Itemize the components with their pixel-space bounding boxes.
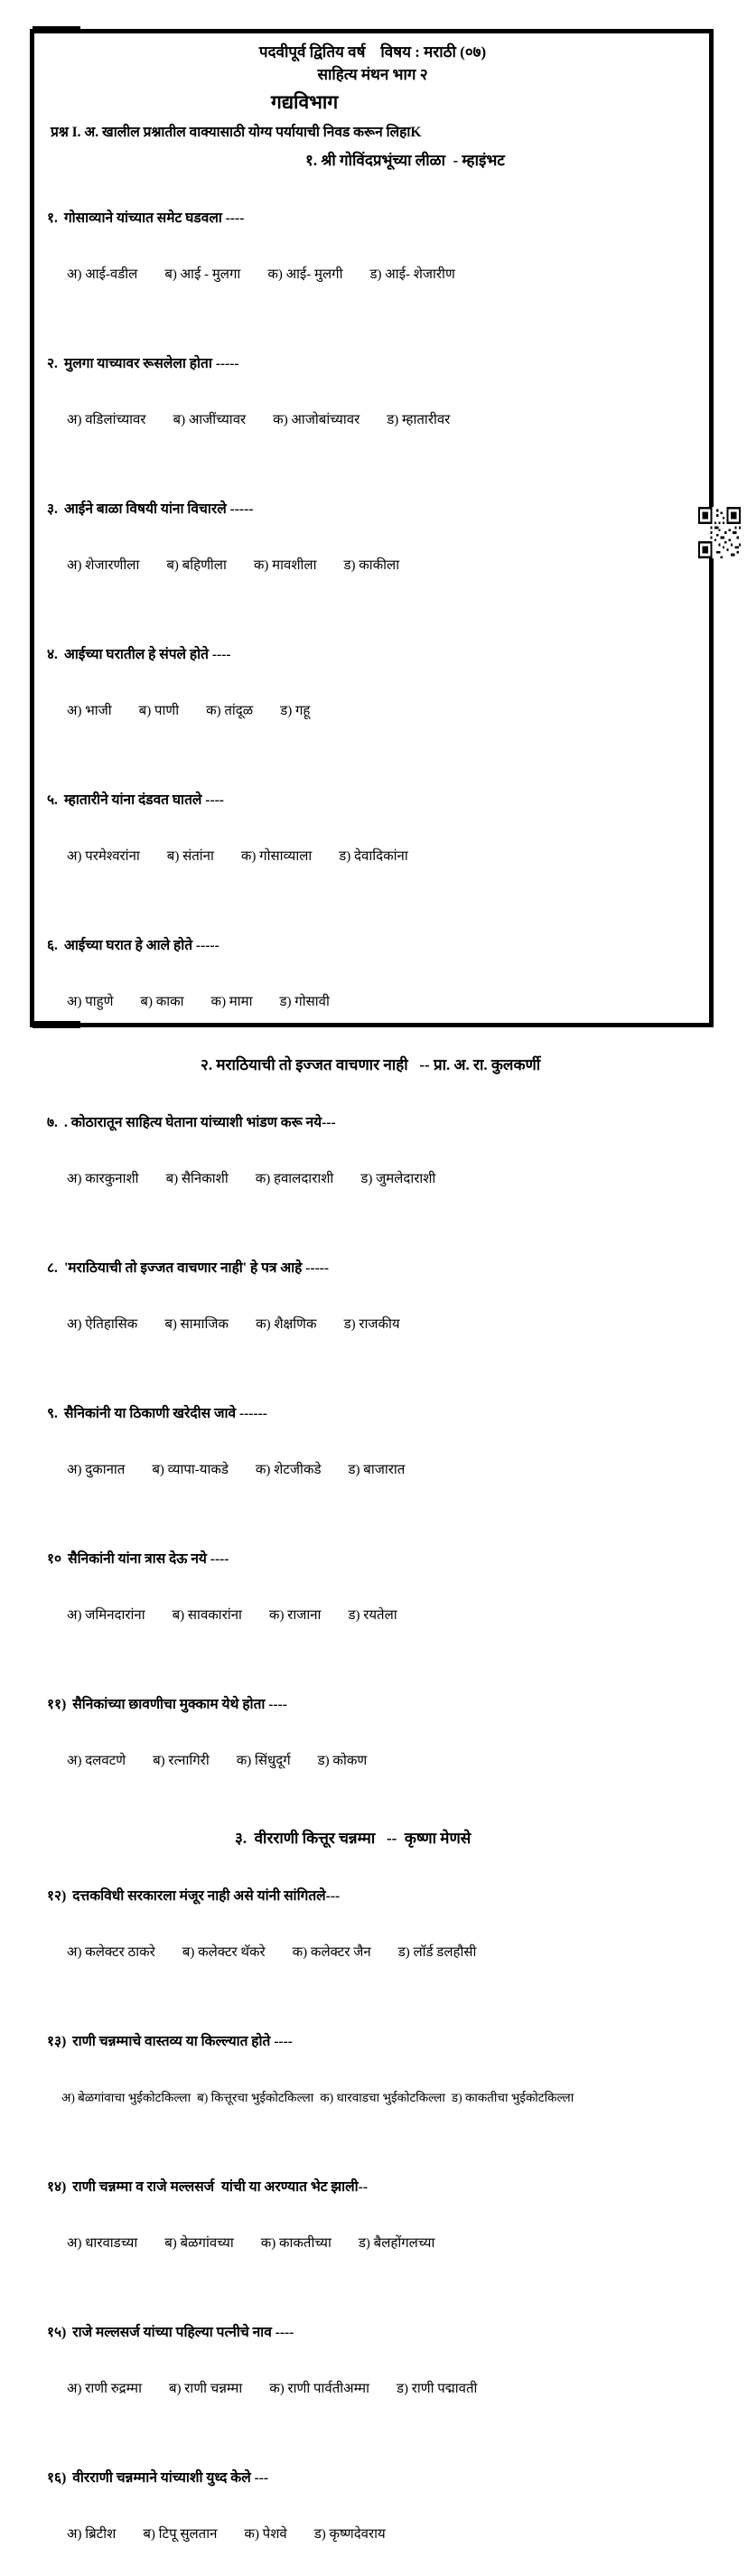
question-text: मुलगा याच्यावर रूसलेला होता ----- [63, 356, 239, 371]
question-text: म्हातारीने यांना दंडवत घातले ---- [63, 792, 224, 808]
question-text: 'मराठियाची तो इज्जत वाचणार नाही' हे पत्र आहे ----- [63, 1260, 330, 1276]
option-b: ब) टिपू सुलतान [143, 2527, 218, 2542]
question-text: राणी चन्नम्मा व राजे मल्लसर्ज यांची या अरण्यात भेट झाली-- [72, 2179, 368, 2195]
question-number: १४) [47, 2179, 67, 2195]
option-a: अ) शेजारणीला [67, 558, 140, 573]
question-item [45, 1221, 700, 1366]
option-b: ब) आजींच्यावर [173, 413, 247, 427]
options-row [67, 557, 700, 575]
question-item [45, 2140, 700, 2285]
question-line [47, 1888, 700, 1906]
question-number: ५. [47, 792, 58, 808]
question-line [47, 1550, 700, 1569]
question-item [45, 2431, 700, 2576]
option-b: ब) संतांना [166, 849, 214, 864]
option-b: ब) कित्तूरचा भुईकोटकिल्ला [197, 2091, 314, 2104]
option-c: क) हवालदाराशी [255, 1172, 334, 1186]
option-b: ब) सामाजिक [164, 1317, 229, 1332]
option-d: ड) आई- शेजारीण [369, 267, 455, 282]
document-content [34, 33, 709, 2576]
option-d: ड) गोसावी [279, 995, 330, 1009]
question-item [45, 171, 700, 316]
question-number: १२) [47, 1888, 67, 1904]
option-c: क) पेशवे [244, 2527, 287, 2542]
option-a: अ) धारवाडच्या [67, 2236, 138, 2251]
question-text: . कोठारातून साहित्य घेताना यांच्याशी भांडण करू नये--- [63, 1115, 336, 1130]
question-text: राणी चन्नम्माचे वास्तव्य या किल्ल्यात होते ---- [72, 2034, 293, 2049]
option-d: ड) जुमलेदाराशी [360, 1172, 436, 1186]
question-item [45, 898, 700, 1044]
options-row [67, 993, 700, 1011]
instruction-line: प्रश्न I. अ. खालील प्रश्नातील वाक्यासाठी योग्य पर्यायाची निवड करून लिहाK [51, 125, 422, 140]
option-a: अ) कारकुनाशी [67, 1172, 139, 1186]
page-border-frame [30, 29, 714, 2542]
question-number: ४. [47, 647, 58, 662]
options-row [67, 1170, 700, 1188]
option-a: अ) बेळगांवाचा भुईकोटकिल्ला [61, 2091, 191, 2104]
option-c: क) शेटजीकडे [255, 1463, 322, 1477]
border-mark-bottom-left [33, 1021, 80, 1028]
question-number: ७. [47, 1115, 58, 1130]
options-row [67, 1752, 700, 1770]
option-c: क) काकतीच्या [260, 2236, 331, 2251]
option-a: अ) ऐतिहासिक [67, 1317, 138, 1332]
question-item [45, 1657, 700, 1803]
question-line [47, 2469, 700, 2487]
option-b: ब) बहिणीला [166, 558, 227, 573]
question-line [47, 2033, 700, 2051]
option-c: क) राजाना [268, 1608, 322, 1623]
options-row [61, 2089, 700, 2107]
option-a: अ) दलवटणे [67, 1754, 126, 1768]
question-text: गोसाव्याने यांच्यात समेट घडवला ---- [63, 211, 245, 226]
question-item [45, 1512, 700, 1657]
option-b: ब) रत्नागिरी [153, 1754, 210, 1768]
question-item [45, 1849, 700, 1994]
option-c: क) धारवाडचा भुईकोटकिल्ला [320, 2091, 445, 2104]
question-number: १६) [47, 2470, 67, 2486]
options-row [67, 411, 700, 429]
question-text: दत्तकविधी सरकारला मंजूर नाही असे यांनी सांगितले--- [72, 1888, 341, 1904]
option-d: ड) म्हातारीवर [387, 413, 451, 427]
option-a: अ) राणी रुद्रम्मा [67, 2382, 142, 2396]
option-a: अ) वडिलांच्यावर [67, 413, 146, 427]
question-line [47, 937, 700, 955]
question-number: ११) [47, 1697, 67, 1712]
option-d: ड) लॉर्ड डलहौसी [397, 1945, 477, 1960]
question-text: वीरराणी चन्नम्माने यांच्याशी युध्द केले --- [72, 2470, 269, 2486]
question-number: ६. [47, 938, 58, 953]
option-c: क) आई- मुलगी [267, 267, 343, 282]
option-d: ड) रयतेला [348, 1608, 397, 1623]
question-line [47, 646, 700, 664]
question-text: आईच्या घरात हे आले होते ----- [63, 938, 219, 953]
question-item [45, 1994, 700, 2140]
question-item [45, 1075, 700, 1221]
option-b: ब) पाणी [138, 704, 180, 718]
option-d: ड) काकीला [343, 558, 400, 573]
question-number: १५) [47, 2325, 67, 2340]
question-number: ८. [47, 1260, 58, 1276]
options-row [67, 1606, 700, 1625]
options-row [67, 848, 700, 866]
question-item [45, 462, 700, 607]
option-a: अ) पाहुणे [67, 995, 114, 1009]
option-d: ड) देवादिकांना [339, 849, 408, 864]
option-a: अ) आई-वडील [67, 267, 138, 282]
lesson-3-title: ३. वीरराणी कित्तूर चन्नम्मा -- कृष्णा मेणसे [235, 1830, 472, 1847]
options-row [67, 1944, 700, 1962]
question-number: १० [47, 1551, 62, 1567]
question-text: सैनिकांच्या छावणीचा मुक्काम येथे होता ---- [72, 1697, 287, 1712]
option-b: ब) व्यापा-याकडे [152, 1463, 229, 1477]
question-line [47, 2324, 700, 2342]
qr-code-icon [698, 507, 741, 558]
option-a: अ) ब्रिटीश [67, 2527, 117, 2542]
option-d: ड) कोकण [317, 1754, 368, 1768]
option-c: क) गोसाव्याला [240, 849, 313, 864]
option-a: अ) जमिनदारांना [67, 1608, 145, 1623]
question-item [45, 753, 700, 898]
question-number: १. [47, 211, 58, 226]
option-d: ड) कृष्णदेवराय [313, 2527, 386, 2542]
title-line-1: पदवीपूर्व द्वितिय वर्ष विषय : मराठी (०७) [258, 43, 487, 61]
option-d: ड) काकतीचा भुईकोटकिल्ला [451, 2091, 574, 2104]
option-c: क) शैक्षणिक [256, 1317, 317, 1332]
option-a: अ) भाजी [67, 704, 112, 718]
question-text: राजे मल्लसर्ज यांच्या पहिल्या पत्नीचे नाव ---- [72, 2325, 294, 2340]
option-a: अ) दुकानात [67, 1463, 126, 1477]
option-c: क) राणी पार्वतीअम्मा [269, 2382, 369, 2396]
options-row [67, 1461, 700, 1479]
option-c: क) तांदूळ [206, 704, 254, 718]
question-text: आईने बाळा विषयी यांना विचारले ----- [63, 501, 254, 517]
option-a: अ) परमेश्वरांना [67, 849, 140, 864]
question-number: १३) [47, 2034, 67, 2049]
option-b: ब) कलेक्टर थॅकरे [182, 1945, 266, 1960]
question-item [45, 1366, 700, 1512]
option-d: ड) बाजारात [348, 1463, 406, 1477]
option-d: ड) राणी पद्मावती [396, 2382, 478, 2396]
options-row [67, 266, 700, 284]
option-c: क) मावशीला [253, 558, 317, 573]
question-item [45, 316, 700, 462]
options-row [67, 1316, 700, 1334]
question-line [47, 355, 700, 373]
option-b: ब) बेळगांवच्या [164, 2236, 234, 2251]
option-b: ब) सावकारांना [172, 1608, 242, 1623]
option-c: क) आजोबांच्यावर [273, 413, 360, 427]
question-line [47, 501, 700, 519]
option-d: ड) बैलहोंगलच्या [358, 2236, 435, 2251]
lesson-2-title: २. मराठियाची तो इज्जत वाचणार नाही -- प्रा. अ. रा. कुलकर्णी [201, 1056, 541, 1073]
options-row [67, 702, 700, 720]
option-d: ड) गहू [280, 704, 311, 718]
question-text: सैनिकांनी यांना त्रास देऊ नये ---- [68, 1551, 229, 1567]
question-text: आईच्या घरातील हे संपले होते ---- [63, 647, 231, 662]
question-line [47, 1114, 700, 1132]
border-mark-top-left [33, 26, 80, 33]
question-text: सैनिकांनी या ठिकाणी खरेदीस जावे ------ [63, 1406, 267, 1421]
option-a: अ) कलेक्टर ठाकरे [67, 1945, 155, 1960]
question-line [47, 2178, 700, 2197]
question-item [45, 2285, 700, 2431]
option-b: ब) आई - मुलगा [164, 267, 241, 282]
options-row [67, 2234, 700, 2253]
question-line [47, 1405, 700, 1423]
options-row [67, 2525, 700, 2543]
question-number: ९. [47, 1406, 58, 1421]
option-c: क) सिंधुदूर्ग [236, 1754, 291, 1768]
options-row [67, 2380, 700, 2398]
question-line [47, 1696, 700, 1714]
option-b: ब) काका [140, 995, 184, 1009]
question-line [47, 1260, 700, 1278]
section-label: गद्यविभाग [271, 91, 339, 113]
question-number: ३. [47, 501, 58, 517]
question-number: २. [47, 356, 58, 371]
option-d: ड) राजकीय [343, 1317, 400, 1332]
lesson-1-title: १. श्री गोविंदप्रभूंच्या लीळा - म्हाइंभट [305, 152, 505, 169]
question-line [47, 210, 700, 228]
option-c: क) कलेक्टर जैन [292, 1945, 371, 1960]
title-line-2: साहित्य मंथन भाग २ [317, 66, 428, 83]
option-b: ब) राणी चन्नम्मा [168, 2382, 243, 2396]
option-c: क) मामा [210, 995, 253, 1009]
question-line [47, 792, 700, 810]
question-item [45, 607, 700, 753]
option-b: ब) सैनिकाशी [165, 1172, 229, 1186]
